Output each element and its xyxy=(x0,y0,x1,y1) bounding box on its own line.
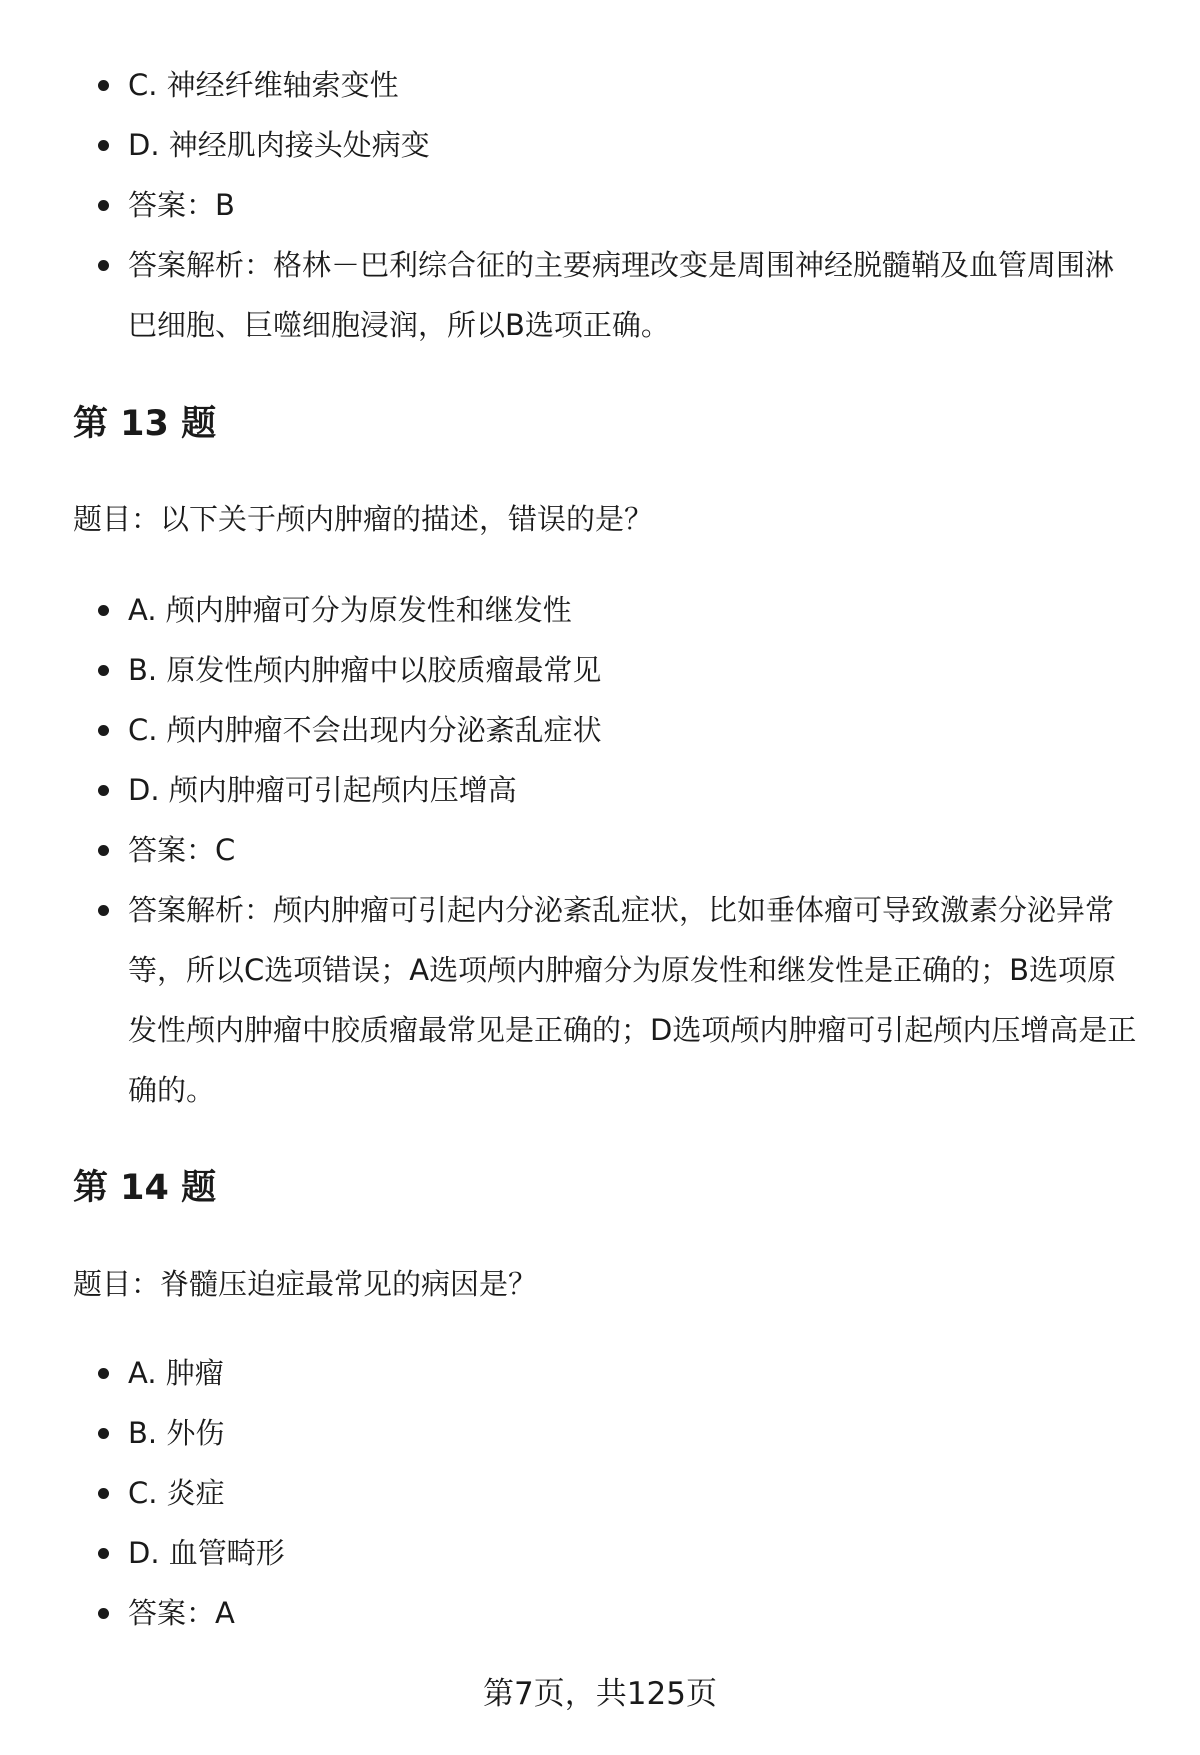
q12-option-list xyxy=(0,55,1200,355)
list-item: D. 颅内肿瘤可引起颅内压增高 xyxy=(0,760,1200,820)
bullet-icon xyxy=(98,845,109,856)
bullet-icon xyxy=(98,1548,109,1559)
q14-question: 题目：脊髓压迫症最常见的病因是？ xyxy=(73,1267,538,1301)
list-item: D. 神经肌肉接头处病变 xyxy=(0,115,1200,175)
bullet-icon xyxy=(98,785,109,796)
bullet-icon xyxy=(98,140,109,151)
bullet-icon xyxy=(98,260,109,271)
list-item: B. 原发性颅内肿瘤中以胶质瘤最常见 xyxy=(0,640,1200,700)
q14-heading: 第 14 题 xyxy=(73,1168,217,1208)
bullet-icon xyxy=(98,605,109,616)
answer-item: 答案：B xyxy=(0,175,1200,235)
bullet-icon xyxy=(98,905,109,916)
bullet-icon xyxy=(98,80,109,91)
bullet-icon xyxy=(98,200,109,211)
page-number: 第7页，共125页 xyxy=(483,1676,717,1712)
q13-question: 题目：以下关于颅内肿瘤的描述，错误的是？ xyxy=(73,502,654,536)
explanation-item: 答案解析：颅内肿瘤可引起内分泌紊乱症状，比如垂体瘤可导致激素分泌异常等，所以C选项错误；A选项颅内肿瘤分为原发性和继发性是正确的；B选项原发性颅内肿瘤中胶质瘤最常见是正确的；D选项颅内肿瘤可引起颅内压增高是正确的。 xyxy=(0,880,1200,1120)
bullet-icon xyxy=(98,665,109,676)
list-item: D. 血管畸形 xyxy=(0,1523,1200,1583)
explanation-item: 答案解析：格林－巴利综合征的主要病理改变是周围神经脱髓鞘及血管周围淋巴细胞、巨噬细胞浸润，所以B选项正确。 xyxy=(0,235,1200,355)
answer-item: 答案：A xyxy=(0,1583,1200,1643)
q14-option-list xyxy=(0,1343,1200,1643)
list-item: C. 神经纤维轴索变性 xyxy=(0,55,1200,115)
q13-heading: 第 13 题 xyxy=(73,404,217,444)
list-item: C. 炎症 xyxy=(0,1463,1200,1523)
bullet-icon xyxy=(98,1608,109,1619)
list-item: C. 颅内肿瘤不会出现内分泌紊乱症状 xyxy=(0,700,1200,760)
bullet-icon xyxy=(98,1368,109,1379)
bullet-icon xyxy=(98,1428,109,1439)
list-item: A. 肿瘤 xyxy=(0,1343,1200,1403)
list-item: A. 颅内肿瘤可分为原发性和继发性 xyxy=(0,580,1200,640)
q13-option-list xyxy=(0,580,1200,1120)
bullet-icon xyxy=(98,725,109,736)
answer-item: 答案：C xyxy=(0,820,1200,880)
bullet-icon xyxy=(98,1488,109,1499)
list-item: B. 外伤 xyxy=(0,1403,1200,1463)
